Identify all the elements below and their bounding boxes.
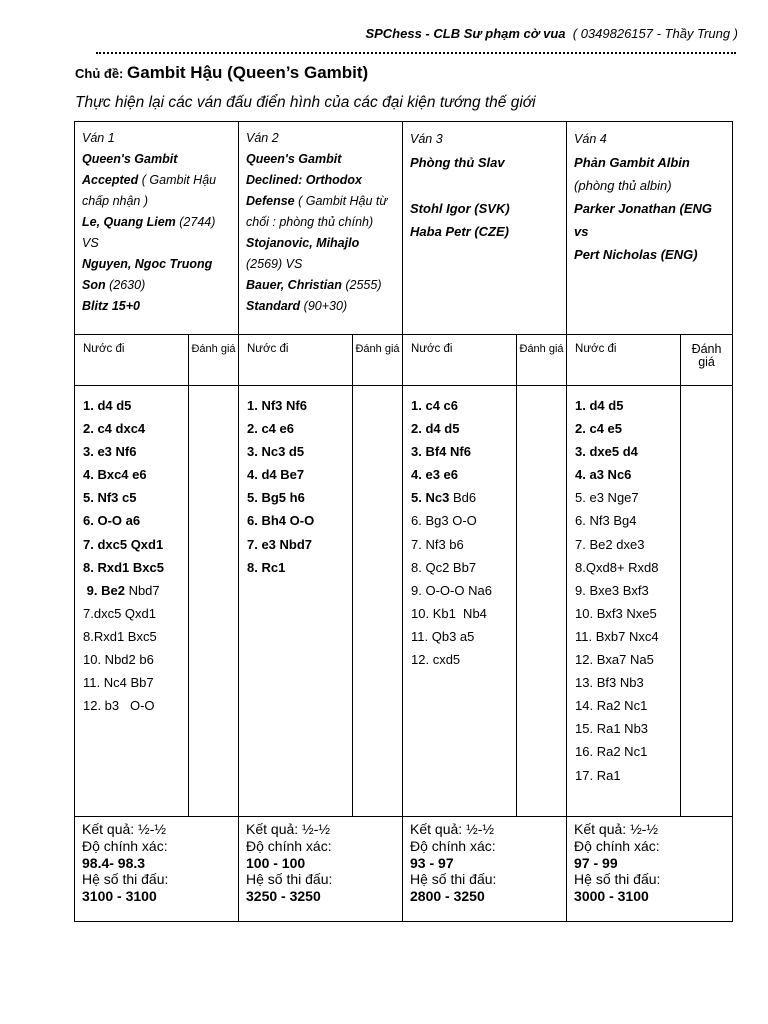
move-line: 5. e3 Nge7 [575, 490, 639, 506]
move-line: 8.Rxd1 Bxc5 [83, 628, 157, 644]
rating-value: 2800 - 3250 [410, 888, 485, 905]
game-4-info [567, 122, 733, 335]
move-line: 7.dxc5 Qxd1 [83, 605, 156, 621]
move-line: 8. Qc2 Bb7 [411, 559, 477, 575]
rating-label: Hệ số thi đấu: [246, 871, 333, 888]
move-plain-part: Nbd7 [128, 582, 160, 598]
move-line: 3. e3 Nf6 [83, 444, 137, 460]
opening-name: Queen's Gambit [82, 152, 178, 166]
move-line: 4. d4 Be7 [247, 467, 305, 483]
result-label: Kết quả: [574, 821, 627, 837]
black-player: Pert Nicholas (ENG) [574, 247, 698, 262]
move-line: 6. Bg3 O-O [411, 513, 477, 529]
accuracy-value: 98.4- 98.3 [82, 854, 146, 871]
game-number: Ván 3 [410, 132, 443, 146]
eval-column-label: Đánh giá [681, 335, 733, 386]
move-line: 10. Nbd2 b6 [83, 652, 154, 668]
move-bold-part: 5. Nc3 [411, 490, 450, 506]
rating-label: Hệ số thi đấu: [82, 871, 169, 888]
accuracy-label: Độ chính xác: [410, 837, 496, 854]
result-value: ½-½ [630, 821, 659, 837]
move-plain-part: Bd6 [452, 490, 477, 506]
eval-column-label: Đánh giá [189, 335, 239, 386]
rating-value: 3100 - 3100 [82, 888, 157, 905]
accuracy-label: Độ chính xác: [574, 837, 660, 854]
move-line: 4. e3 e6 [411, 467, 459, 483]
move-line: 5. Nf3 c5 [83, 490, 137, 506]
game-2-moves [239, 386, 353, 817]
time-control: Blitz 15+0 [82, 299, 141, 313]
topic-title: Gambit Hậu (Queen’s Gambit) [127, 63, 369, 82]
game-number: Ván 4 [574, 132, 607, 146]
accuracy-value: 93 - 97 [410, 854, 454, 871]
accuracy-value: 100 - 100 [246, 854, 306, 871]
game-3-info [403, 122, 567, 335]
move-line: 1. d4 d5 [83, 398, 132, 413]
move-line: 11. Bxb7 Nxc4 [575, 628, 659, 644]
rating-label: Hệ số thi đấu: [574, 871, 661, 888]
topic-heading [75, 63, 368, 83]
move-line: 3. Bf4 Nf6 [411, 444, 471, 460]
move-line: 9. Bxe3 Bxf3 [575, 582, 649, 598]
result-label: Kết quả: [246, 821, 299, 837]
white-player: Parker Jonathan (ENG [574, 201, 713, 216]
move-line: 7. Be2 dxe3 [575, 536, 645, 552]
game-1-moves [75, 386, 189, 817]
accuracy-label: Độ chính xác: [82, 837, 168, 854]
versus-text: vs [574, 224, 589, 239]
move-line: 3. dxe5 d4 [575, 444, 638, 460]
games-table [74, 121, 733, 922]
move-line: 10. Bxf3 Nxe5 [575, 605, 657, 621]
move-line: 13. Bf3 Nb3 [575, 675, 644, 691]
move-line: 10. Kb1 Nb4 [411, 605, 487, 621]
move-line: 12. Bxa7 Na5 [575, 652, 654, 668]
move-line: 8. Rxd1 Bxc5 [83, 559, 164, 575]
result-label: Kết quả: [82, 821, 135, 837]
opening-variation: Accepted [82, 173, 139, 187]
move-line: 1. c4 c6 [411, 398, 459, 413]
contact-text: ( 0349826157 - Thầy Trung ) [572, 26, 738, 41]
brand-text: SPChess - CLB Sư phạm cờ vua [365, 26, 566, 41]
move-line: 2. d4 d5 [411, 421, 460, 437]
move-line [83, 579, 188, 602]
game-2-result [239, 817, 403, 922]
move-line: 3. Nc3 d5 [247, 444, 305, 460]
move-line: 11. Nc4 Bb7 [83, 675, 154, 691]
move-line: 8.Qxd8+ Rxd8 [575, 559, 659, 575]
game-1-result [75, 817, 239, 922]
black-player: Haba Petr (CZE) [410, 224, 509, 239]
result-value: ½-½ [138, 821, 167, 837]
move-line: 1. Nf3 Nf6 [247, 398, 307, 413]
rating-value: 3250 - 3250 [246, 888, 321, 905]
white-player: Le, Quang Liem [82, 215, 176, 229]
game-number: Ván 2 [246, 131, 279, 145]
move-line: 4. a3 Nc6 [575, 467, 632, 483]
move-line: 4. Bxc4 e6 [83, 467, 147, 483]
move-line: 6. O-O a6 [83, 513, 141, 529]
move-line: 7. Nf3 b6 [411, 536, 464, 552]
white-elo: (2744) [179, 215, 216, 229]
move-bold-part: 9. Be2 [86, 582, 125, 598]
move-line: 5. Bg5 h6 [247, 490, 305, 506]
white-player: Stojanovic, Mihajlo [246, 236, 360, 250]
game-3-result [403, 817, 567, 922]
opening-name: Phản Gambit Albin [574, 155, 690, 170]
black-player: Nguyen, Ngoc Truong Son [82, 257, 213, 292]
move-line: 2. c4 dxc4 [83, 421, 146, 437]
moves-column-label: Nước đi [567, 335, 681, 386]
results-row [75, 817, 733, 922]
opening-note: ( Gambit Hậu chấp nhận ) [82, 173, 217, 208]
black-elo: (2630) [109, 278, 146, 292]
page-subtitle: Thực hiện lại các ván đấu điển hình của các đại kiện tướng thế giới [75, 94, 536, 111]
opening-note: ( Gambit Hậu từ chối : phòng thủ chính) [246, 194, 388, 229]
moves-column-label: Nước đi [75, 335, 189, 386]
result-value: ½-½ [466, 821, 495, 837]
move-line: 1. d4 d5 [575, 398, 624, 413]
move-line: 7. dxc5 Qxd1 [83, 536, 164, 552]
topic-label: Chủ đề: [75, 66, 124, 81]
versus-text: VS [82, 236, 99, 250]
game-4-result [567, 817, 733, 922]
opening-name: Phòng thủ Slav [410, 155, 505, 170]
accuracy-label: Độ chính xác: [246, 837, 332, 854]
game-info-row [75, 122, 733, 335]
white-player: Stohl Igor (SVK) [410, 201, 510, 216]
dotted-divider [96, 44, 736, 54]
result-value: ½-½ [302, 821, 331, 837]
move-line: 9. O-O-O Na6 [411, 582, 492, 598]
rating-label: Hệ số thi đấu: [410, 871, 497, 888]
time-note: (90+30) [303, 299, 348, 313]
game-1-eval [189, 386, 239, 817]
opening-note: (phòng thủ albin) [574, 178, 672, 193]
rating-value: 3000 - 3100 [574, 888, 649, 905]
move-line: 11. Qb3 a5 [411, 628, 475, 644]
eval-column-label: Đánh giá [517, 335, 567, 386]
game-number: Ván 1 [82, 131, 115, 145]
move-line: 2. c4 e6 [247, 421, 294, 437]
move-line: 6. Nf3 Bg4 [575, 513, 637, 529]
move-line: 2. c4 e5 [575, 421, 623, 437]
game-3-moves [403, 386, 517, 817]
game-1-info [75, 122, 239, 335]
black-elo: (2555) [345, 278, 382, 292]
moves-column-label: Nước đi [403, 335, 517, 386]
move-line: 6. Bh4 O-O [247, 513, 315, 529]
move-line: 15. Ra1 Nb3 [575, 721, 649, 737]
white-elo: (2569) VS [246, 257, 303, 271]
column-label-row [75, 335, 733, 386]
move-line: 7. e3 Nbd7 [247, 536, 313, 552]
move-line: 12. b3 O-O [83, 698, 155, 714]
move-line: 12. cxd5 [411, 652, 461, 668]
game-3-eval [517, 386, 567, 817]
move-line: 16. Ra2 Nc1 [575, 744, 648, 760]
game-4-moves [567, 386, 681, 817]
moves-row [75, 386, 733, 817]
opening-variation: Declined: Orthodox Defense [246, 173, 362, 208]
eval-column-label: Đánh giá [353, 335, 403, 386]
time-control: Standard [246, 299, 301, 313]
move-line: 14. Ra2 Nc1 [575, 698, 648, 714]
move-line [411, 486, 516, 509]
opening-name: Queen's Gambit [246, 152, 342, 166]
game-4-eval [681, 386, 733, 817]
move-line: 8. Rc1 [247, 559, 286, 575]
moves-column-label: Nước đi [239, 335, 353, 386]
black-player: Bauer, Christian [246, 278, 342, 292]
move-line: 17. Ra1 [575, 767, 621, 783]
accuracy-value: 97 - 99 [574, 854, 618, 871]
page-header [365, 26, 738, 41]
game-2-info [239, 122, 403, 335]
game-2-eval [353, 386, 403, 817]
result-label: Kết quả: [410, 821, 463, 837]
